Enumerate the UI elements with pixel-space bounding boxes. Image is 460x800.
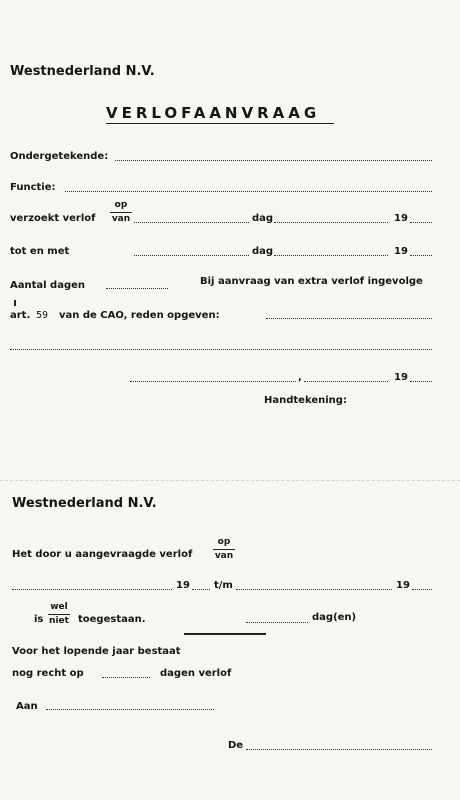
- sign-date-field[interactable]: [304, 381, 388, 382]
- requested-leave-label: Het door u aangevraagde verlof: [12, 549, 193, 560]
- extra-leave-text: Bij aanvraag van extra verlof ingevolge: [200, 276, 423, 287]
- to-field[interactable]: [46, 709, 214, 710]
- fraction-top: op: [114, 200, 128, 210]
- wel-niet-fraction: [48, 602, 70, 627]
- fraction-bar-2: [213, 549, 235, 550]
- sign-year-field[interactable]: [410, 381, 432, 382]
- article-number: 59: [36, 310, 49, 321]
- leave-end-year-field[interactable]: [410, 255, 432, 256]
- article-reason-label: van de CAO, reden opgeven:: [59, 310, 220, 321]
- is-label: is: [34, 614, 44, 625]
- reason-field-1[interactable]: [266, 318, 432, 319]
- leave-start-day-field[interactable]: [274, 222, 388, 223]
- year-prefix-2: 19: [394, 246, 408, 257]
- article-label: art.: [10, 310, 31, 321]
- still-right-label: nog recht op: [12, 668, 84, 679]
- form-title: VERLOFAANVRAAG: [106, 104, 321, 122]
- reason-field-2[interactable]: [10, 349, 432, 350]
- granted-label: toegestaan.: [78, 614, 146, 625]
- year-prefix-3: 19: [394, 372, 408, 383]
- until-label: tot en met: [10, 246, 70, 257]
- to-label: Aan: [16, 701, 38, 712]
- comma: ,: [298, 372, 302, 383]
- wel-niet-bar: [48, 614, 70, 615]
- day-label: dag: [252, 213, 274, 224]
- function-field[interactable]: [65, 191, 432, 192]
- year-prefix: 19: [394, 213, 408, 224]
- fraction-top-2: op: [217, 537, 231, 547]
- leave-end-field[interactable]: [134, 255, 249, 256]
- leave-start-year-field[interactable]: [410, 222, 432, 223]
- function-label: Functie:: [10, 182, 56, 193]
- on-from-fraction-2: [213, 537, 235, 562]
- niet-option[interactable]: niet: [49, 616, 69, 626]
- days-label: dag(en): [312, 612, 357, 623]
- approved-to-field[interactable]: [236, 589, 392, 590]
- on-from-fraction: [110, 200, 132, 225]
- leave-start-field[interactable]: [134, 222, 249, 223]
- company-name: Westnederland N.V.: [10, 64, 155, 79]
- wel-option[interactable]: wel: [50, 602, 68, 612]
- undersigned-label: Ondergetekende:: [10, 151, 109, 162]
- approved-from-year-field[interactable]: [192, 589, 210, 590]
- num-days-label: Aantal dagen: [10, 280, 86, 291]
- undersigned-field[interactable]: [115, 160, 432, 161]
- fraction-bar: [110, 212, 132, 213]
- approved-from-field[interactable]: [12, 589, 172, 590]
- granted-days-field[interactable]: [246, 622, 308, 623]
- current-year-label: Voor het lopende jaar bestaat: [12, 646, 181, 657]
- through-label: t/m: [214, 580, 233, 591]
- date-label: De: [228, 740, 244, 751]
- separator-line: [184, 633, 266, 635]
- title-underline: [106, 123, 334, 124]
- leave-end-day-field[interactable]: [274, 255, 388, 256]
- fraction-bottom-2: van: [214, 551, 234, 561]
- days-leave-label: dagen verlof: [160, 668, 232, 679]
- signature-label: Handtekening:: [264, 395, 347, 406]
- requests-leave-label: verzoekt verlof: [10, 213, 96, 224]
- place-field[interactable]: [130, 381, 296, 382]
- year-prefix-b: 19: [396, 580, 410, 591]
- num-days-field[interactable]: [106, 288, 168, 289]
- date-field[interactable]: [246, 749, 432, 750]
- company-name-2: Westnederland N.V.: [12, 496, 157, 511]
- tear-line: [0, 480, 460, 481]
- remaining-days-field[interactable]: [102, 677, 150, 678]
- approved-to-year-field[interactable]: [412, 589, 432, 590]
- year-prefix-a: 19: [176, 580, 190, 591]
- typed-mark: [14, 300, 16, 306]
- fraction-bottom: van: [111, 214, 131, 224]
- day-label-2: dag: [252, 246, 274, 257]
